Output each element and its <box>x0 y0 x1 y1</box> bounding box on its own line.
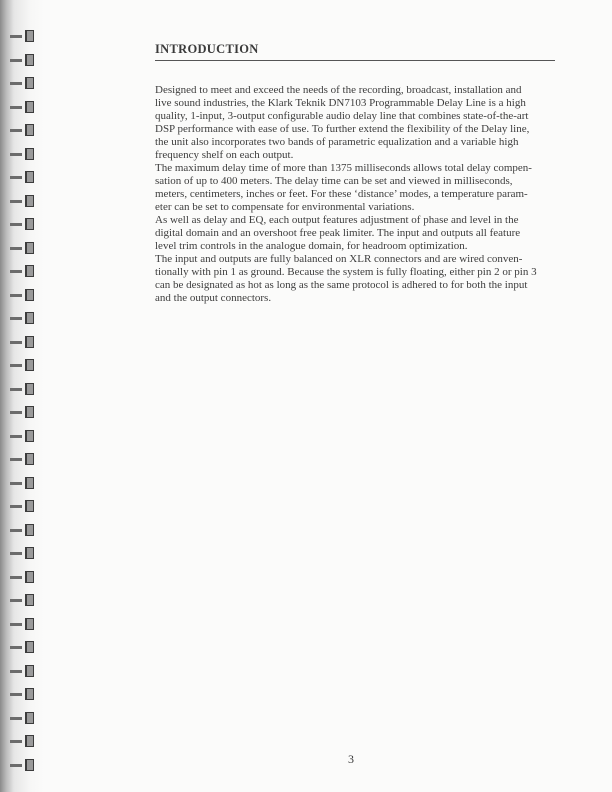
text-line: The input and outputs are fully balanced on XLR connectors and are wired conven- <box>155 253 523 265</box>
text-line: As well as delay and EQ, each output features adjustment of phase and level in the <box>155 214 519 226</box>
text-line: sation of up to 400 meters. The delay time can be set and viewed in milliseconds, <box>155 175 513 187</box>
text-line: The maximum delay time of more than 1375 milliseconds allows total delay compen- <box>155 162 532 174</box>
binding-ring-icon <box>10 688 38 700</box>
text-line: Designed to meet and exceed the needs of the recording, broadcast, installation and <box>155 84 522 96</box>
binding-ring-icon <box>10 54 38 66</box>
binding-ring-icon <box>10 665 38 677</box>
binding-ring-icon <box>10 594 38 606</box>
binding-ring-icon <box>10 406 38 418</box>
binding-ring-icon <box>10 430 38 442</box>
binding-ring-icon <box>10 571 38 583</box>
paragraph-2 <box>155 162 557 214</box>
binding-ring-icon <box>10 641 38 653</box>
spiral-binding <box>0 0 44 792</box>
text-line: and the output connectors. <box>155 292 272 304</box>
binding-ring-icon <box>10 124 38 136</box>
binding-ring-icon <box>10 359 38 371</box>
binding-ring-icon <box>10 547 38 559</box>
binding-ring-icon <box>10 618 38 630</box>
text-line: the unit also incorporates two bands of parametric equalization and a variable high <box>155 136 519 148</box>
binding-ring-icon <box>10 77 38 89</box>
binding-ring-icon <box>10 101 38 113</box>
binding-ring-icon <box>10 453 38 465</box>
binding-ring-icon <box>10 712 38 724</box>
text-line: eter can be set to compensate for environmental variations. <box>155 201 415 213</box>
binding-ring-icon <box>10 265 38 277</box>
binding-ring-icon <box>10 500 38 512</box>
body-text <box>155 84 557 305</box>
binding-ring-icon <box>10 312 38 324</box>
binding-ring-icon <box>10 195 38 207</box>
text-line: level trim controls in the analogue domain, for headroom optimization. <box>155 240 468 252</box>
binding-ring-icon <box>10 336 38 348</box>
heading-rule <box>155 60 555 61</box>
text-line: DSP performance with ease of use. To further extend the flexibility of the Delay line, <box>155 123 530 135</box>
binding-ring-icon <box>10 759 38 771</box>
text-line: meters, centimeters, inches or feet. For these ‘distance’ modes, a temperature param- <box>155 188 528 200</box>
binding-ring-icon <box>10 477 38 489</box>
binding-ring-icon <box>10 524 38 536</box>
paragraph-3 <box>155 214 557 253</box>
binding-ring-icon <box>10 148 38 160</box>
text-line: frequency shelf on each output. <box>155 149 294 161</box>
binding-ring-icon <box>10 289 38 301</box>
binding-ring-icon <box>10 242 38 254</box>
binding-ring-icon <box>10 218 38 230</box>
text-line: live sound industries, the Klark Teknik DN7103 Programmable Delay Line is a high <box>155 97 526 109</box>
page-number: 3 <box>348 752 354 766</box>
binding-ring-icon <box>10 735 38 747</box>
text-line: digital domain and an overshoot free peak limiter. The input and outputs all feature <box>155 227 521 239</box>
text-line: can be designated as hot as long as the same protocol is adhered to for both the input <box>155 279 528 291</box>
text-line: tionally with pin 1 as ground. Because the system is fully floating, either pin 2 or pin 3 <box>155 266 537 278</box>
paragraph-4 <box>155 253 557 305</box>
binding-ring-icon <box>10 30 38 42</box>
binding-ring-icon <box>10 171 38 183</box>
text-line: quality, 1-input, 3-output configurable audio delay line that combines state-of-the-art <box>155 110 529 122</box>
section-heading: INTRODUCTION <box>155 42 259 56</box>
paragraph-1 <box>155 84 557 162</box>
binding-ring-icon <box>10 383 38 395</box>
